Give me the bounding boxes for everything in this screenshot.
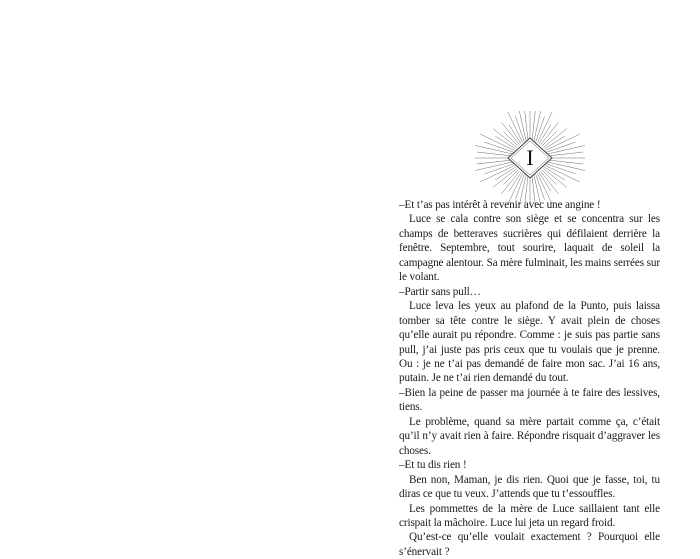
ornament-ray bbox=[534, 111, 543, 141]
paragraph: Le problème, quand sa mère partait comme ça, c’était qu’il n’y avait rien à faire. Répondre risquait d’aggraver les choses. bbox=[399, 415, 660, 457]
paragraph: –Bien la peine de passer ma journée à te faire des lessives, tiens. bbox=[399, 386, 660, 414]
chapter-body-text bbox=[399, 198, 660, 559]
left-page-blank bbox=[0, 0, 350, 558]
ornament-ray bbox=[536, 116, 545, 142]
paragraph: –Partir sans pull… bbox=[399, 285, 481, 298]
paragraph: –Et tu dis rien ! bbox=[399, 459, 467, 472]
ornament-ray bbox=[477, 160, 513, 164]
ornament-ray bbox=[547, 160, 583, 164]
ornament-ray bbox=[515, 116, 524, 142]
paragraph: Qu’est-ce qu’elle voulait exactement ? Pourquoi elle s’énervait ? bbox=[399, 531, 660, 558]
chapter-number: I bbox=[526, 145, 534, 170]
ornament-ray bbox=[547, 152, 583, 156]
ornament-ray bbox=[477, 152, 513, 156]
paragraph: Les pommettes de la mère de Luce saillaient tant elle crispait la mâchoire. Luce lui jeta un regard froid. bbox=[399, 502, 660, 529]
ornament-ray bbox=[517, 111, 526, 141]
paragraph: –Et t’as pas intérêt à revenir avec une angine ! bbox=[399, 199, 601, 211]
paragraph: Luce se cala contre son siège et se concentra sur les champs de betteraves sucrières qui défilaient derrière la fenêtre. Septembre, tout sourire, laquait de soleil la campagne alentour. Sa mère fulminait, les mains serrées sur le volant. bbox=[399, 213, 660, 284]
ornament-ray bbox=[536, 174, 545, 200]
paragraph: Luce leva les yeux au plafond de la Punto, puis laissa tomber sa tête contre le siège. Y avait plein de choses qu’elle aurait pu répondre. Comme : je suis pas partie sans pull, j’ai juste pas pris ceux que tu voulais que je prenne. Ou : je ne t’ai pas demandé de faire mon sac. J’ai 16 ans, putain. Je ne t’ai rien demandé du tout. bbox=[399, 300, 660, 385]
ornament-ray bbox=[515, 174, 524, 200]
paragraph: Ben non, Maman, je dis rien. Quoi que je fasse, toi, tu diras ce que tu veux. J’attends que tu t’essouffles. bbox=[399, 473, 660, 501]
